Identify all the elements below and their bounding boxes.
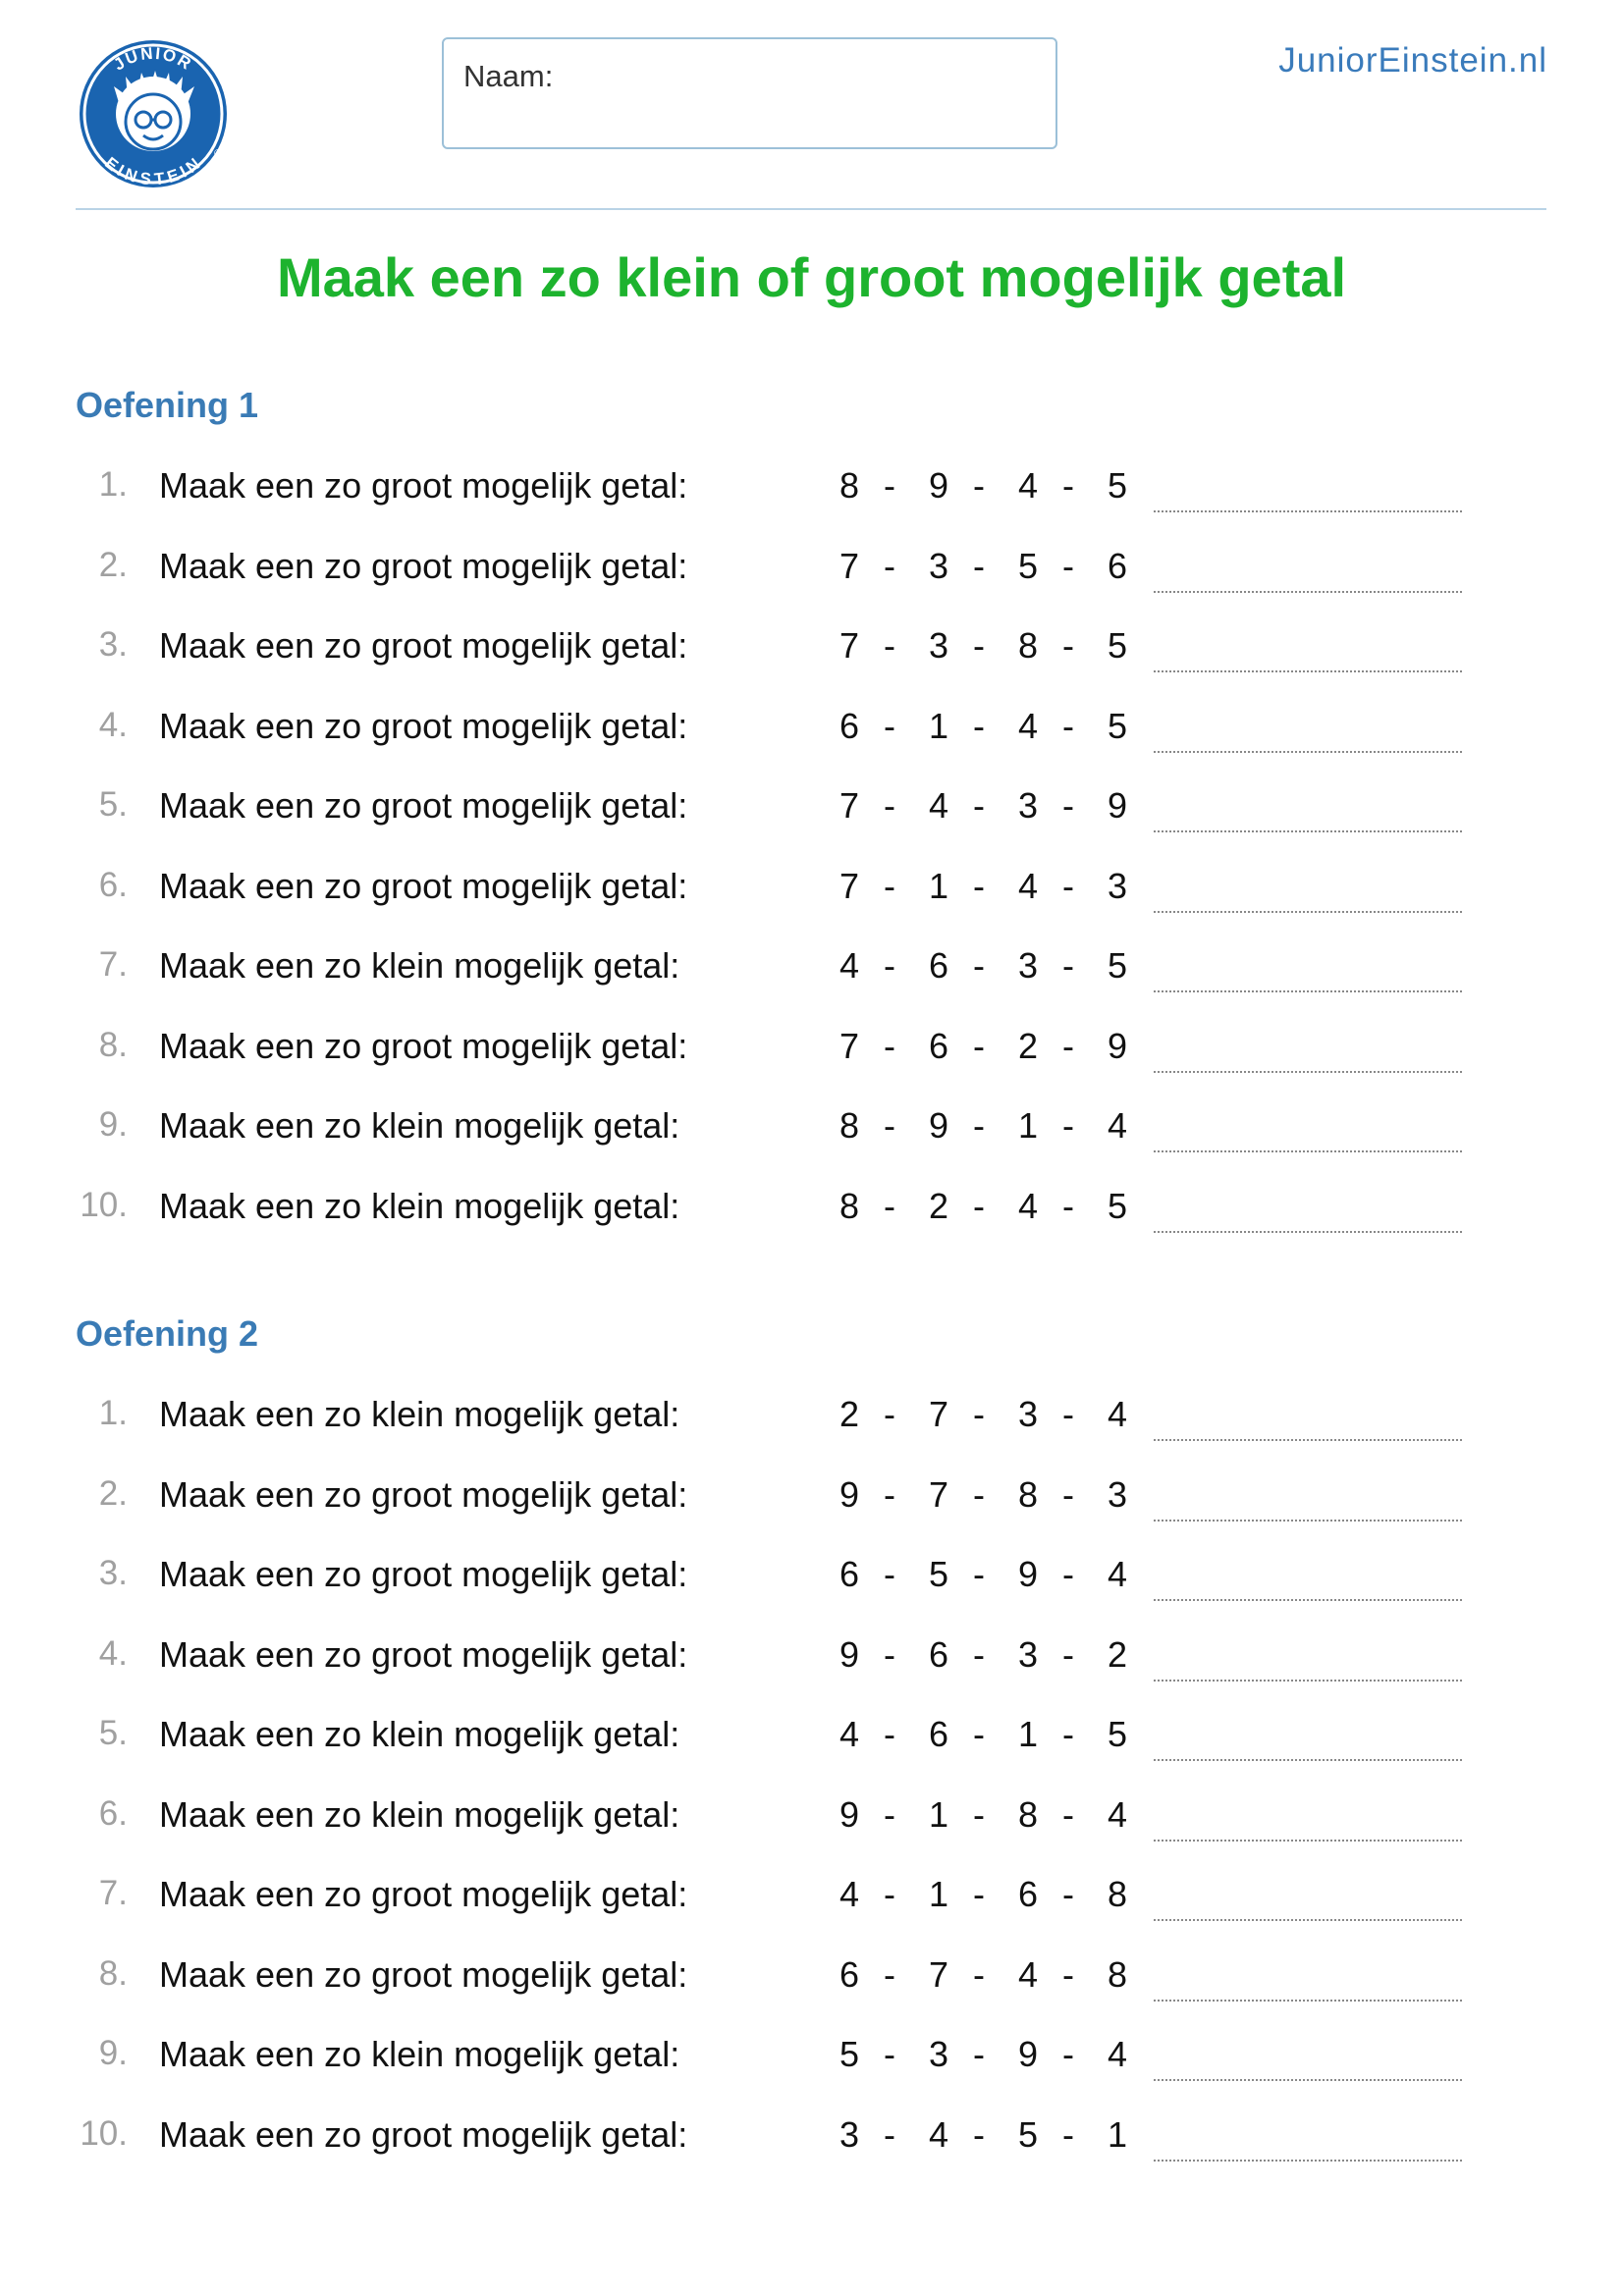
junior-einstein-logo [77,37,229,189]
digit-separator: - [1062,705,1074,746]
answer-line[interactable] [1154,990,1462,992]
answer-line[interactable] [1154,1919,1462,1921]
digit-separator: - [884,2034,895,2074]
digit: 3 [1017,945,1039,986]
digit: 2 [839,1394,860,1434]
digit-separator: - [973,705,985,746]
digit: 8 [839,465,860,506]
exercise-number: 7. [98,1874,128,1912]
digit: 4 [1017,865,1039,906]
digit-separator: - [1062,1874,1074,1914]
exercise-number: 9. [98,1105,128,1144]
digit: 3 [1107,865,1128,906]
digit-separator: - [1062,785,1074,826]
digit: 9 [839,1793,860,1835]
digit: 4 [928,2113,949,2155]
answer-line[interactable] [1154,1150,1462,1152]
exercise-number: 2. [98,1473,128,1513]
digit-separator: - [1062,1473,1074,1515]
digit: 5 [1107,705,1128,746]
digit-separator: - [884,545,895,586]
exercise-row [0,1794,1623,1853]
digit: 5 [1017,2113,1039,2155]
digit: 4 [1107,1394,1128,1434]
digit: 7 [928,1394,949,1434]
exercise-number: 6. [98,865,128,904]
exercise-row [0,2114,1623,2173]
digit: 9 [839,1633,860,1675]
digit: 3 [839,2113,860,2155]
section-heading: Oefening 2 [76,1313,259,1354]
digit: 6 [1017,1874,1039,1914]
answer-line[interactable] [1154,911,1462,913]
exercise-number: 1. [98,1394,128,1432]
digit: 3 [928,545,949,586]
digit: 3 [1017,1394,1039,1434]
digit-separator: - [973,1185,985,1226]
exercise-number: 3. [98,1554,128,1592]
digit-separator: - [973,1633,985,1675]
digit: 5 [1107,1185,1128,1226]
digit: 2 [928,1185,949,1226]
exercise-instruction: Maak een zo klein mogelijk getal: [159,1185,680,1226]
digit: 5 [1107,1714,1128,1754]
digit: 4 [1107,2034,1128,2074]
exercise-row [0,785,1623,844]
answer-line[interactable] [1154,751,1462,753]
answer-line[interactable] [1154,1071,1462,1073]
digit: 7 [839,1025,860,1066]
exercise-number: 4. [98,1633,128,1673]
digit: 5 [1107,945,1128,986]
digit-separator: - [973,1105,985,1146]
digit: 7 [839,785,860,826]
exercise-instruction: Maak een zo groot mogelijk getal: [159,865,688,906]
digit-separator: - [884,1793,895,1835]
digit: 6 [839,1953,860,1995]
exercise-instruction: Maak een zo klein mogelijk getal: [159,2034,680,2074]
exercise-number: 7. [98,945,128,984]
digit-separator: - [884,2113,895,2155]
digit-separator: - [973,1874,985,1914]
exercise-number: 9. [98,2034,128,2072]
digit: 6 [928,945,949,986]
answer-line[interactable] [1154,2160,1462,2162]
exercise-number: 8. [98,1025,128,1064]
digit: 4 [1107,1793,1128,1835]
digit: 9 [1017,1554,1039,1594]
digit-separator: - [884,1025,895,1066]
digit-separator: - [1062,865,1074,906]
exercise-row [0,625,1623,684]
digit: 4 [1017,705,1039,746]
exercise-row [0,1186,1623,1245]
exercise-instruction: Maak een zo klein mogelijk getal: [159,1394,680,1434]
digit: 6 [928,1633,949,1675]
exercise-number: 2. [98,545,128,584]
digit-separator: - [1062,2113,1074,2155]
digit-separator: - [884,705,895,746]
digit-separator: - [884,1953,895,1995]
exercise-number: 8. [98,1953,128,1993]
exercise-number: 3. [98,625,128,664]
digit-separator: - [1062,1394,1074,1434]
exercise-row [0,1874,1623,1933]
digit-separator: - [1062,625,1074,666]
digit: 9 [928,1105,949,1146]
digit-separator: - [884,625,895,666]
digit: 8 [1017,1473,1039,1515]
exercise-row [0,2034,1623,2093]
digit: 1 [928,1874,949,1914]
exercise-number: 1. [98,465,128,504]
digit-separator: - [973,465,985,506]
exercise-instruction: Maak een zo groot mogelijk getal: [159,785,688,826]
digit: 1 [928,1793,949,1835]
digit: 6 [1107,545,1128,586]
digit-separator: - [973,1953,985,1995]
exercise-instruction: Maak een zo groot mogelijk getal: [159,1473,688,1515]
exercise-instruction: Maak een zo klein mogelijk getal: [159,945,680,986]
digit: 4 [1107,1554,1128,1594]
answer-line[interactable] [1154,1759,1462,1761]
answer-line[interactable] [1154,2079,1462,2081]
digit-separator: - [1062,2034,1074,2074]
exercise-instruction: Maak een zo groot mogelijk getal: [159,1953,688,1995]
exercise-instruction: Maak een zo groot mogelijk getal: [159,1554,688,1594]
digit-separator: - [884,1185,895,1226]
digit-separator: - [1062,1554,1074,1594]
exercise-row [0,1954,1623,2013]
exercise-row [0,1105,1623,1164]
digit-separator: - [1062,1633,1074,1675]
exercise-number: 10. [80,1185,128,1224]
exercise-row [0,1474,1623,1533]
digit: 6 [928,1025,949,1066]
answer-line[interactable] [1154,1520,1462,1522]
logo-text-bottom: EINSTEIN [101,153,205,189]
digit-separator: - [884,1633,895,1675]
digit-separator: - [884,785,895,826]
header-divider [76,208,1546,210]
digit-separator: - [1062,945,1074,986]
digit: 8 [839,1185,860,1226]
answer-line[interactable] [1154,1599,1462,1601]
name-label: Naam: [463,59,554,93]
digit-separator: - [884,1394,895,1434]
digit: 4 [839,945,860,986]
digit-separator: - [973,945,985,986]
digit-separator: - [1062,1025,1074,1066]
digit: 3 [1017,1633,1039,1675]
logo-registered-mark: ® [214,148,223,160]
exercise-row [0,1554,1623,1613]
name-field[interactable] [442,37,1057,149]
digit: 3 [1017,785,1039,826]
digit-separator: - [1062,1185,1074,1226]
exercise-number: 6. [98,1793,128,1833]
digit: 1 [928,705,949,746]
exercise-instruction: Maak een zo klein mogelijk getal: [159,1793,680,1835]
answer-line[interactable] [1154,510,1462,512]
digit: 3 [928,625,949,666]
exercise-row [0,1714,1623,1773]
digit-separator: - [973,865,985,906]
digit: 9 [839,1473,860,1515]
digit: 9 [1017,2034,1039,2074]
page-title: Maak een zo klein of groot mogelijk getal [276,246,1347,308]
digit: 3 [1107,1473,1128,1515]
logo-text-top: JUNIOR [110,43,196,75]
exercise-number: 4. [98,705,128,744]
digit: 6 [839,1554,860,1594]
digit: 7 [839,865,860,906]
digit: 4 [1107,1105,1128,1146]
answer-line[interactable] [1154,670,1462,672]
digit: 7 [839,625,860,666]
answer-line[interactable] [1154,1231,1462,1233]
exercise-instruction: Maak een zo groot mogelijk getal: [159,1025,688,1066]
exercise-number: 5. [98,1714,128,1752]
digit-separator: - [884,1874,895,1914]
section-heading: Oefening 1 [76,385,259,425]
digit-separator: - [884,865,895,906]
answer-line[interactable] [1154,1680,1462,1682]
digit: 8 [1107,1953,1128,1995]
exercise-row [0,706,1623,765]
exercise-row [0,465,1623,524]
digit-separator: - [884,1105,895,1146]
digit: 6 [928,1714,949,1754]
digit-separator: - [973,2113,985,2155]
exercise-instruction: Maak een zo klein mogelijk getal: [159,1714,680,1754]
digit-separator: - [973,1394,985,1434]
site-link[interactable]: JuniorEinstein.nl [1278,41,1547,80]
digit: 4 [839,1714,860,1754]
digit-separator: - [884,465,895,506]
digit: 8 [1017,625,1039,666]
digit-separator: - [973,1793,985,1835]
digit-separator: - [973,625,985,666]
digit: 5 [1017,545,1039,586]
digit-separator: - [1062,1793,1074,1835]
digit: 1 [1017,1105,1039,1146]
digit: 4 [1017,1953,1039,1995]
digit-separator: - [973,785,985,826]
digit-separator: - [1062,465,1074,506]
digit: 9 [928,465,949,506]
exercise-row [0,945,1623,1004]
digit-separator: - [884,1714,895,1754]
answer-line[interactable] [1154,591,1462,593]
digit-separator: - [973,2034,985,2074]
digit: 9 [1107,785,1128,826]
digit: 4 [1017,465,1039,506]
answer-line[interactable] [1154,1439,1462,1441]
digit: 1 [1107,2113,1128,2155]
answer-line[interactable] [1154,2000,1462,2002]
exercise-instruction: Maak een zo groot mogelijk getal: [159,2113,688,2155]
digit: 2 [1107,1633,1128,1675]
digit: 7 [928,1953,949,1995]
exercise-instruction: Maak een zo groot mogelijk getal: [159,705,688,746]
exercise-instruction: Maak een zo groot mogelijk getal: [159,625,688,666]
digit-separator: - [884,1554,895,1594]
digit: 4 [1017,1185,1039,1226]
digit: 9 [1107,1025,1128,1066]
digit: 3 [928,2034,949,2074]
exercise-row [0,546,1623,605]
digit: 4 [839,1874,860,1914]
digit: 6 [839,705,860,746]
exercise-instruction: Maak een zo groot mogelijk getal: [159,465,688,506]
digit-separator: - [973,545,985,586]
digit-separator: - [973,1025,985,1066]
digit-separator: - [1062,1105,1074,1146]
digit-separator: - [973,1714,985,1754]
digit: 8 [839,1105,860,1146]
digit-separator: - [1062,1714,1074,1754]
digit: 4 [928,785,949,826]
exercise-instruction: Maak een zo groot mogelijk getal: [159,1874,688,1914]
digit-separator: - [1062,545,1074,586]
exercise-row [0,1394,1623,1453]
digit-separator: - [1062,1953,1074,1995]
digit: 5 [839,2034,860,2074]
digit: 8 [1107,1874,1128,1914]
digit: 5 [928,1554,949,1594]
exercise-instruction: Maak een zo groot mogelijk getal: [159,1633,688,1675]
exercise-row [0,1634,1623,1693]
exercise-row [0,866,1623,925]
digit-separator: - [884,1473,895,1515]
digit: 2 [1017,1025,1039,1066]
digit: 5 [1107,465,1128,506]
digit-separator: - [973,1554,985,1594]
digit-separator: - [973,1473,985,1515]
exercise-number: 10. [80,2113,128,2153]
digit: 5 [1107,625,1128,666]
exercise-row [0,1026,1623,1085]
digit: 7 [839,545,860,586]
answer-line[interactable] [1154,1840,1462,1842]
exercise-instruction: Maak een zo groot mogelijk getal: [159,545,688,586]
exercise-number: 5. [98,785,128,824]
digit-separator: - [884,945,895,986]
digit: 1 [1017,1714,1039,1754]
digit: 8 [1017,1793,1039,1835]
exercise-instruction: Maak een zo klein mogelijk getal: [159,1105,680,1146]
digit: 1 [928,865,949,906]
digit: 7 [928,1473,949,1515]
answer-line[interactable] [1154,830,1462,832]
